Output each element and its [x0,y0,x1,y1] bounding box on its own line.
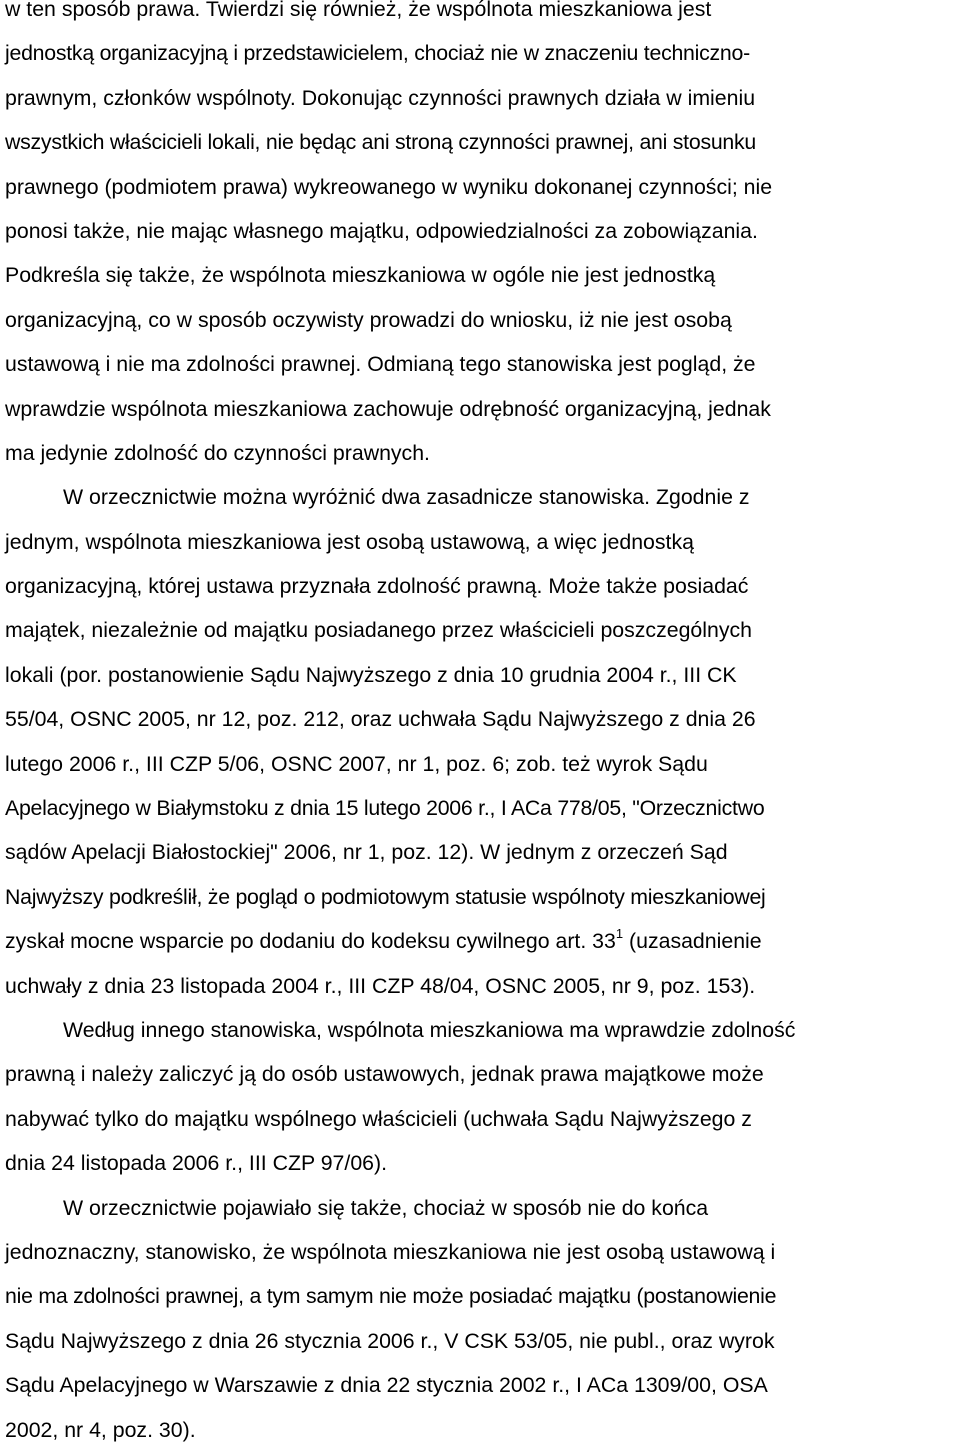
text-line: prawną i należy zaliczyć ją do osób ustawowych, jednak prawa majątkowe może [5,1062,764,1087]
text-line: wprawdzie wspólnota mieszkaniowa zachowuje odrębność organizacyjną, jednak [5,396,771,421]
text-line [5,919,957,963]
text-line: prawnego (podmiotem prawa) wykreowanego w wyniku dokonanej czynności; nie [5,174,773,199]
text-line: Podkreśla się także, że wspólnota mieszkaniowa w ogóle nie jest jednostką [5,263,716,288]
text-line: organizacyjną, co w sposób oczywisty prowadzi do wniosku, iż nie jest osobą [5,307,732,332]
text-line: nie ma zdolności prawnej, a tym samym nie może posiadać majątku (postanowienie [5,1284,777,1309]
text-line: Apelacyjnego w Białymstoku z dnia 15 lutego 2006 r., I ACa 778/05, "Orzecznictwo [5,796,765,821]
text-line: jednoznaczny, stanowisko, że wspólnota mieszkaniowa nie jest osobą ustawową i [5,1239,776,1264]
text-line: dnia 24 listopada 2006 r., III CZP 97/06). [5,1151,388,1176]
text-line: prawnym, członków wspólnoty. Dokonując czynności prawnych działa w imieniu [5,85,756,110]
text-line: jednostką organizacyjną i przedstawicielem, chociaż nie w znaczeniu techniczno- [5,41,750,66]
text-line: Sądu Najwyższego z dnia 26 stycznia 2006 r., V CSK 53/05, nie publ., oraz wyrok [5,1328,775,1353]
document-page [5,0,957,1452]
text-line: lutego 2006 r., III CZP 5/06, OSNC 2007, nr 1, poz. 6; zob. też wyrok Sądu [5,751,708,776]
text-line: 55/04, OSNC 2005, nr 12, poz. 212, oraz uchwała Sądu Najwyższego z dnia 26 [5,707,756,732]
text-line-tail: (uzasadnienie [623,929,762,954]
text-line: lokali (por. postanowienie Sądu Najwyższego z dnia 10 grudnia 2004 r., III CK [5,662,737,687]
text-line: uchwały z dnia 23 listopada 2004 r., III CZP 48/04, OSNC 2005, nr 9, poz. 153). [5,973,756,998]
text-line: sądów Apelacji Białostockiej" 2006, nr 1, poz. 12). W jednym z orzeczeń Sąd [5,840,728,865]
text-line: 2002, nr 4, poz. 30). [5,1417,196,1442]
text-line: majątek, niezależnie od majątku posiadanego przez właścicieli poszczególnych [5,618,752,643]
superscript: 1 [615,926,624,942]
text-line: ma jedynie zdolność do czynności prawnych. [5,440,430,465]
text-line: wszystkich właścicieli lokali, nie będąc ani stroną czynności prawnej, ani stosunku [5,130,757,155]
text-line: Najwyższy podkreślił, że pogląd o podmiotowym statusie wspólnoty mieszkaniowej [5,884,766,909]
text-line: nabywać tylko do majątku wspólnego właścicieli (uchwała Sądu Najwyższego z [5,1106,752,1131]
text-line: w ten sposób prawa. Twierdzi się również, że wspólnota mieszkaniowa jest [5,0,712,21]
text-line: Sądu Apelacyjnego w Warszawie z dnia 22 stycznia 2002 r., I ACa 1309/00, OSA [5,1373,768,1398]
text-line: jednym, wspólnota mieszkaniowa jest osobą ustawową, a więc jednostką [5,529,694,554]
text-line: Według innego stanowiska, wspólnota mieszkaniowa ma wprawdzie zdolność [63,1017,796,1042]
text-line: ustawową i nie ma zdolności prawnej. Odmianą tego stanowiska jest pogląd, że [5,352,756,377]
text-line-main: zyskał mocne wsparcie po dodaniu do kodeksu cywilnego art. 33 [5,929,616,954]
text-line: W orzecznictwie pojawiało się także, chociaż w sposób nie do końca [63,1195,709,1220]
text-line: organizacyjną, której ustawa przyznała zdolność prawną. Może także posiadać [5,574,749,599]
text-line: W orzecznictwie można wyróżnić dwa zasadnicze stanowiska. Zgodnie z [63,485,750,510]
text-line: ponosi także, nie mając własnego majątku, odpowiedzialności za zobowiązania. [5,218,758,243]
